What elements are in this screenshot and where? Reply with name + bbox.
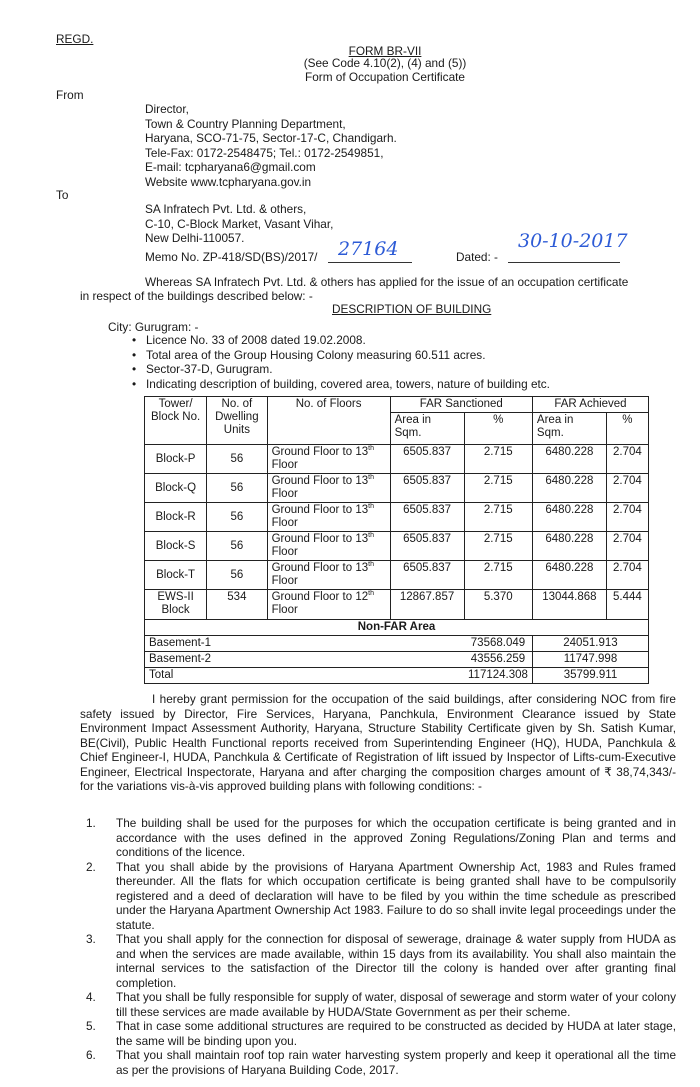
non-far-sanctioned: 73568.049 xyxy=(464,636,532,652)
condition-number: 6. xyxy=(86,1048,96,1062)
table-row xyxy=(145,668,649,684)
building-table xyxy=(144,396,649,684)
floors-cell xyxy=(267,532,390,561)
handwritten-date: 30-10-2017 xyxy=(518,230,628,252)
from-line: Director, xyxy=(145,102,189,116)
conditions-list xyxy=(80,816,676,1077)
sanctioned-area: 6505.837 xyxy=(390,561,464,590)
floors-sup: th xyxy=(368,532,374,540)
bullet-item: • Sector-37-D, Gurugram. xyxy=(128,362,550,377)
to-line: SA Infratech Pvt. Ltd. & others, xyxy=(145,202,307,216)
header-far-sanctioned: FAR Sanctioned xyxy=(390,397,532,413)
condition-number: 4. xyxy=(86,990,96,1004)
floors-text-2: Floor xyxy=(271,604,298,616)
dwelling-units: 534 xyxy=(207,590,267,620)
condition-item xyxy=(80,1048,676,1077)
table-row xyxy=(145,652,649,668)
condition-number: 3. xyxy=(86,932,96,946)
regd-label: REGD. xyxy=(56,32,94,46)
sanctioned-pct: 2.715 xyxy=(464,561,532,590)
bullet-list xyxy=(128,333,550,391)
non-far-label: Basement-1 xyxy=(145,636,465,652)
sanctioned-area: 12867.857 xyxy=(390,590,464,620)
dwelling-units: 56 xyxy=(207,503,267,532)
grant-paragraph: I hereby grant permission for the occupation of the said buildings, after considering NOC from fire safety issued by Director, Fire Services, Haryana, Panchkula, Environment Clearance issued by State Environment Impact Assessment Authority, Haryana, Structure Stability Certificate given by Sh. Satish Kumar, BE(Civil), Public Health Functional reports received from Superintending Engineer (HQ), HUDA, Panchkula & Chief Engineer-I, HUDA, Panchkula & Certificate of Registration of lift issued by Inspector of Lifts-cum-Executive Engineer, Electrical Inspectorate, Haryana and after charging the composition charges amount of ₹ 38,74,343/- for the variations vis-à-vis approved building plans with following conditions: - xyxy=(80,692,676,793)
non-far-achieved: 35799.911 xyxy=(532,668,648,684)
floors-text: Ground Floor to 13 xyxy=(271,504,369,516)
whereas-line-2: in respect of the buildings described below: - xyxy=(80,289,313,303)
whereas-line-1: Whereas SA Infratech Pvt. Ltd. & others has applied for the issue of an occupation certificate xyxy=(145,275,629,289)
dwelling-units: 56 xyxy=(207,532,267,561)
achieved-area: 13044.868 xyxy=(532,590,606,620)
from-label: From xyxy=(56,88,84,102)
condition-item xyxy=(80,990,676,1019)
floors-sup: th xyxy=(368,474,374,482)
floors-cell xyxy=(267,590,390,620)
table-row xyxy=(145,474,649,503)
floors-text-2: Floor xyxy=(271,517,298,529)
achieved-area: 6480.228 xyxy=(532,445,606,474)
city-label: City: Gurugram: - xyxy=(108,320,199,334)
sanctioned-pct: 2.715 xyxy=(464,532,532,561)
sanctioned-pct: 2.715 xyxy=(464,474,532,503)
memo-handwritten-number: 27164 xyxy=(338,238,399,260)
from-line: E-mail: tcpharyana6@gmail.com xyxy=(145,160,316,174)
condition-text: The building shall be used for the purposes for which the occupation certificate is being granted and in accordance with the uses defined in the approved Zoning Regulations/Zoning Plan and terms and conditions of the licence. xyxy=(116,816,676,859)
bullet-item: • Total area of the Group Housing Colony measuring 60.511 acres. xyxy=(128,348,550,363)
date-blank-line xyxy=(508,262,620,263)
from-address xyxy=(145,102,397,189)
condition-item xyxy=(80,816,676,860)
condition-text: That you shall abide by the provisions of Haryana Apartment Ownership Act, 1983 and Rules framed thereunder. All the flats for which occupation certificate is being granted shall have to be compulsorily registered and a deed of declaration will have to be filed by you within the time schedule as prescribed under the Haryana Apartment Ownership Act 1983. Failure to do so shall invite legal proceedings under the statute. xyxy=(116,859,676,932)
table-row xyxy=(145,445,649,474)
header-s-area: Area in Sqm. xyxy=(390,413,464,445)
non-far-label: Basement-2 xyxy=(145,652,465,668)
achieved-pct: 2.704 xyxy=(606,445,648,474)
table-row xyxy=(145,561,649,590)
floors-sup: th xyxy=(368,590,374,598)
non-far-label: Total xyxy=(145,668,465,684)
table-row xyxy=(145,503,649,532)
block-name: EWS-II Block xyxy=(145,590,207,620)
floors-cell xyxy=(267,561,390,590)
header-a-pct: % xyxy=(606,413,648,445)
from-line: Haryana, SCO-71-75, Sector-17-C, Chandigarh. xyxy=(145,131,397,145)
header-s-pct: % xyxy=(464,413,532,445)
non-far-achieved: 24051.913 xyxy=(532,636,648,652)
condition-text: That you shall maintain roof top rain water harvesting system properly and keep it operational all the time as per the provisions of Haryana Building Code, 2017. xyxy=(116,1048,676,1077)
header-far-achieved: FAR Achieved xyxy=(532,397,648,413)
condition-number: 5. xyxy=(86,1019,96,1033)
bullet-item: • Licence No. 33 of 2008 dated 19.02.2008. xyxy=(128,333,550,348)
form-subtitle: Form of Occupation Certificate xyxy=(305,70,465,84)
condition-number: 1. xyxy=(86,816,96,830)
from-line: Town & Country Planning Department, xyxy=(145,116,346,131)
header-tower: Tower/ Block No. xyxy=(145,397,207,445)
block-name: Block-T xyxy=(145,561,207,590)
memo-number: Memo No. ZP-418/SD(BS)/2017/ xyxy=(145,250,318,264)
table-row xyxy=(145,590,649,620)
to-line: C-10, C-Block Market, Vasant Vihar, xyxy=(145,216,334,231)
condition-text: That you shall be fully responsible for supply of water, disposal of sewerage and storm water of your colony till these services are made available by HUDA/State Government as per their scheme. xyxy=(116,990,676,1019)
floors-text: Ground Floor to 13 xyxy=(271,533,369,545)
non-far-sanctioned: 117124.308 xyxy=(464,668,532,684)
condition-number: 2. xyxy=(86,859,96,874)
floors-sup: th xyxy=(368,445,374,453)
to-address xyxy=(145,202,333,246)
form-title: FORM BR-VII xyxy=(348,44,422,58)
floors-text-2: Floor xyxy=(271,488,298,500)
floors-text: Ground Floor to 13 xyxy=(271,562,369,574)
non-far-achieved: 11747.998 xyxy=(532,652,648,668)
achieved-pct: 2.704 xyxy=(606,474,648,503)
form-code: (See Code 4.10(2), (4) and (5)) xyxy=(303,56,467,70)
condition-text: That you shall apply for the connection for disposal of sewerage, drainage & water supply from HUDA as and when the services are made available, within 15 days from its availability. You shall also maintain the internal services to the satisfaction of the Director till the colony is handed over after granting final completion. xyxy=(116,932,676,990)
dwelling-units: 56 xyxy=(207,474,267,503)
dwelling-units: 56 xyxy=(207,445,267,474)
floors-text-2: Floor xyxy=(271,546,298,558)
sanctioned-area: 6505.837 xyxy=(390,503,464,532)
floors-text-2: Floor xyxy=(271,575,298,587)
dwelling-units: 56 xyxy=(207,561,267,590)
achieved-pct: 2.704 xyxy=(606,561,648,590)
achieved-pct: 2.704 xyxy=(606,503,648,532)
achieved-pct: 2.704 xyxy=(606,532,648,561)
floors-cell xyxy=(267,445,390,474)
floors-sup: th xyxy=(368,561,374,569)
block-name: Block-S xyxy=(145,532,207,561)
floors-text-2: Floor xyxy=(271,459,298,471)
to-line: New Delhi-110057. xyxy=(145,231,245,245)
condition-item xyxy=(80,860,676,933)
to-label: To xyxy=(56,188,69,202)
non-far-heading: Non-FAR Area xyxy=(145,620,649,636)
floors-text: Ground Floor to 13 xyxy=(271,446,369,458)
header-floors: No. of Floors xyxy=(267,397,390,445)
achieved-area: 6480.228 xyxy=(532,561,606,590)
sanctioned-pct: 2.715 xyxy=(464,503,532,532)
non-far-sanctioned: 43556.259 xyxy=(464,652,532,668)
condition-item xyxy=(80,1019,676,1048)
sanctioned-area: 6505.837 xyxy=(390,474,464,503)
block-name: Block-P xyxy=(145,445,207,474)
header-a-area: Area in Sqm. xyxy=(532,413,606,445)
achieved-area: 6480.228 xyxy=(532,474,606,503)
bullet-item: • Indicating description of building, covered area, towers, nature of building etc. xyxy=(128,377,550,392)
description-heading: DESCRIPTION OF BUILDING xyxy=(332,302,492,316)
block-name: Block-R xyxy=(145,503,207,532)
floors-text: Ground Floor to 13 xyxy=(271,475,369,487)
floors-sup: th xyxy=(368,503,374,511)
condition-item xyxy=(80,932,676,990)
table-row xyxy=(145,532,649,561)
floors-cell xyxy=(267,474,390,503)
sanctioned-area: 6505.837 xyxy=(390,445,464,474)
header-units: No. of Dwelling Units xyxy=(207,397,267,445)
achieved-area: 6480.228 xyxy=(532,503,606,532)
condition-text: That in case some additional structures are required to be constructed as decided by HUDA at later stage, the same will be binding upon you. xyxy=(116,1019,676,1048)
from-line: Website www.tcpharyana.gov.in xyxy=(145,174,312,189)
sanctioned-area: 6505.837 xyxy=(390,532,464,561)
block-name: Block-Q xyxy=(145,474,207,503)
memo-blank-line xyxy=(328,262,412,263)
from-line: Tele-Fax: 0172-2548475; Tel.: 0172-2549851, xyxy=(145,145,384,160)
achieved-area: 6480.228 xyxy=(532,532,606,561)
sanctioned-pct: 5.370 xyxy=(464,590,532,620)
floors-text: Ground Floor to 12 xyxy=(271,591,369,603)
floors-cell xyxy=(267,503,390,532)
sanctioned-pct: 2.715 xyxy=(464,445,532,474)
table-row xyxy=(145,636,649,652)
achieved-pct: 5.444 xyxy=(606,590,648,620)
dated-label: Dated: - xyxy=(456,250,498,264)
